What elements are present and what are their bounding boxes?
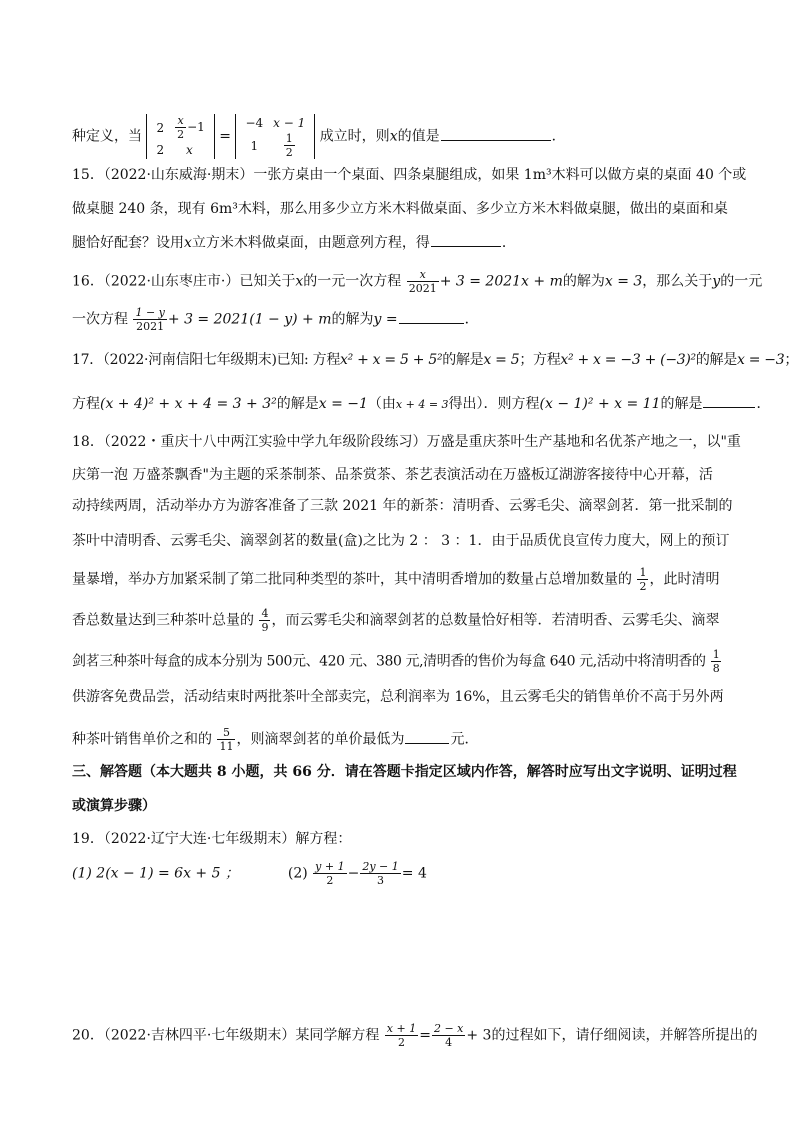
q16-text: ． [464,311,479,328]
q18-line-9 [72,726,734,753]
equation: x + 4 = 3 [395,398,449,411]
fraction: $\frac{1 - y}{2021}$ [135,306,165,333]
operator: = [419,1027,431,1044]
q17-text: 得出）．则方程 [448,396,540,412]
variable: y [712,273,721,290]
q14-text: 种定义，当 [72,128,142,145]
q16-text: ，那么关于 [642,273,713,290]
q18-text: ，此时清明 [649,571,720,588]
q15-text: 立方米木料做桌面，由题意列方程，得 [191,235,430,251]
q16-line-2 [72,306,734,333]
answer-blank [399,309,464,324]
determinant-left [146,114,214,159]
q17-text: ；方程 [519,352,561,368]
fraction: $\frac{4}{9}$ [261,607,269,634]
det-cell: 2 [156,143,165,157]
fraction: $\frac{2y - 1}{3}$ [362,860,399,887]
q16-text: 16．（2022·山东枣庄市·）已知关于 [72,273,296,290]
q18-line-2: 庆第一泡 万盛茶飘香"为主题的采茶制茶、品茶赏茶、茶艺表演活动在万盛板辽湖游客接待中心开幕，活 [72,467,713,483]
variable: x [184,235,192,251]
det-cell: x [186,143,193,157]
q14-text: ． [551,128,566,145]
section-heading-line-2: 或演算步骤） [72,798,156,814]
answer-blank [431,232,501,247]
section-heading-line-1: 三、解答题（本大题共 8 小题，共 66 分．请在答题卡指定区域内作答，解答时应写出文字说明、证明过程 [72,764,737,780]
answer-blank [405,729,449,744]
equation: x = −3 [736,352,785,368]
q17-text: 的解是 [442,352,484,368]
equation: + 3 = 2021(1 − y) + m [167,311,332,328]
equation: x = −1 [318,396,368,412]
determinant-right [235,114,315,159]
q16-text: 的解为 [331,311,374,328]
q17-text: 的解是 [276,396,319,412]
det-cell: $\frac{x}{2}$ −1 [177,114,205,141]
operator: − [347,865,360,882]
q17-line-2 [72,393,771,415]
det-cell: 2 [156,120,165,135]
fraction: $\frac{y + 1}{2}$ [315,860,345,887]
q18-text: 剑茗三种茶叶每盒的成本分别为 500元、420 元、380 元,清明香的售价为每盒 640 元,活动中将清明香的 [72,653,706,670]
q17-text: （由 [367,396,396,412]
equation: = 4 [401,865,427,882]
q18-line-6 [72,607,734,634]
equation: + 3 = 2021x + m [439,273,563,290]
fraction: $\frac{1}{8}$ [712,648,720,675]
fraction: $\frac{x}{2021}$ [408,268,437,295]
q18-text: 香总数量达到三种茶叶总量的 [72,612,254,629]
q19-title: 19．（2022·辽宁大连·七年级期末）解方程： [72,831,352,847]
q18-text: 种茶叶销售单价之和的 [72,731,212,748]
q20-line-1 [72,1022,758,1049]
q16-text: 的一元 [720,273,763,290]
q16-text: 的解为 [562,273,605,290]
equation: x² + x = 5 + 5² [340,352,443,368]
det-cell [268,132,310,159]
q16-text: 的一元一次方程 [303,273,402,290]
q15-text: ． [501,235,516,251]
fraction: $\frac{1}{2}$ [639,566,647,593]
q16-line-1 [72,268,763,295]
q18-line-7 [72,648,734,675]
fraction: $\frac{x}{2}$ [177,114,185,141]
q18-line-5 [72,566,734,593]
q17-text: ． [756,396,771,412]
variable: x [389,128,398,145]
q18-line-4: 茶叶中清明香、云雾毛尖、滴翠剑茗的数量(盒)之比为 2 ： 3 ：1．由于品质优良宣传力度大，网上的预订 [72,533,730,549]
q17-text: 的解是 [695,352,737,368]
q14-text: 的值是 [397,128,440,145]
equation: x = 5 [483,352,520,368]
answer-blank [703,393,755,408]
q15-line-3 [72,232,734,253]
equation: x² + x = −3 + (−3)² [560,352,696,368]
q18-text: 元． [450,731,479,748]
q14-line: 种定义，当 2 $\frac{x}{2}$ −1 2 x = −4 x − 1 1 $\frac{1}{2}$ 成立时，则x的值是 ． [72,114,566,159]
equation: x = 3 [604,273,643,290]
q18-line-3: 动持续两周，活动举办方为游客准备了三款 2021 年的新茶：清明香、云雾毛尖、滴翠剑茗．第一批采制的 [72,498,733,514]
fraction: $\frac{5}{11}$ [219,726,234,753]
fraction: $\frac{2 - x}{4}$ [433,1022,464,1049]
equation: (x + 4)² + x + 4 = 3 + 3² [100,396,277,412]
q18-text: ，而云雾毛尖和滴翠剑茗的总数量恰好相等．若清明香、云雾毛尖、滴翠 [271,612,720,629]
q17-text: 17．（2022·河南信阳七年级期末)已知: 方程 [72,352,341,368]
equation: (1) 2(x − 1) = 6x + 5 ； [72,865,239,882]
q18-line-8: 供游客免费品尝，活动结束时两批茶叶全部卖完，总利润率为 16%，且云雾毛尖的销售单价不高于另外两 [72,689,724,705]
q18-text: 量暴增，举办方加紧采制了第二批同种类型的茶叶，其中清明香增加的数量占总增加数量的 [72,571,632,588]
q15-line-1: 15．（2022·山东威海·期末）一张方桌由一个桌面、四条桌腿组成，如果 1m³木料可以做方桌的桌面 40 个或 [72,167,747,183]
q18-text: ，则滴翠剑茗的单价最低为 [236,731,405,748]
det-cell: −4 [245,116,264,130]
equation: + 3 [466,1027,492,1044]
q16-text: 一次方程 [72,311,128,328]
q15-line-2: 做桌腿 240 条，现有 6m³木料，那么用多少立方米木料做桌面、多少立方米木料做桌腿，做出的桌面和桌 [72,201,728,217]
answer-blank [441,126,551,141]
q18-line-1: 18．（2022・重庆十八中两江实验中学九年级阶段练习）万盛是重庆茶叶生产基地和名优茶产地之一，以"重 [72,434,741,450]
det-cell: x − 1 [273,116,306,130]
q17-text: 的解是 [660,396,703,412]
q17-text: 方程 [72,396,100,412]
q20-text: 20．（2022·吉林四平·七年级期末）某同学解方程 [72,1027,380,1044]
q17-line-1 [72,350,798,370]
q20-text: 的过程如下，请仔细阅读，并解答所提出的 [491,1027,758,1044]
part-label: (2) [287,865,308,882]
det-cell: 1 [250,138,259,153]
q19-parts [72,860,734,887]
q15-text: 腿恰好配套？设用 [72,235,184,251]
fraction: $\frac{x + 1}{2}$ [386,1022,417,1049]
equation: (x − 1)² + x = 11 [539,396,661,412]
variable: x [295,273,304,290]
equation: y = [373,311,398,328]
q14-text: 成立时，则 [319,128,390,145]
fraction: $\frac{1}{2}$ [285,132,293,159]
q17-text: ； [784,352,798,368]
